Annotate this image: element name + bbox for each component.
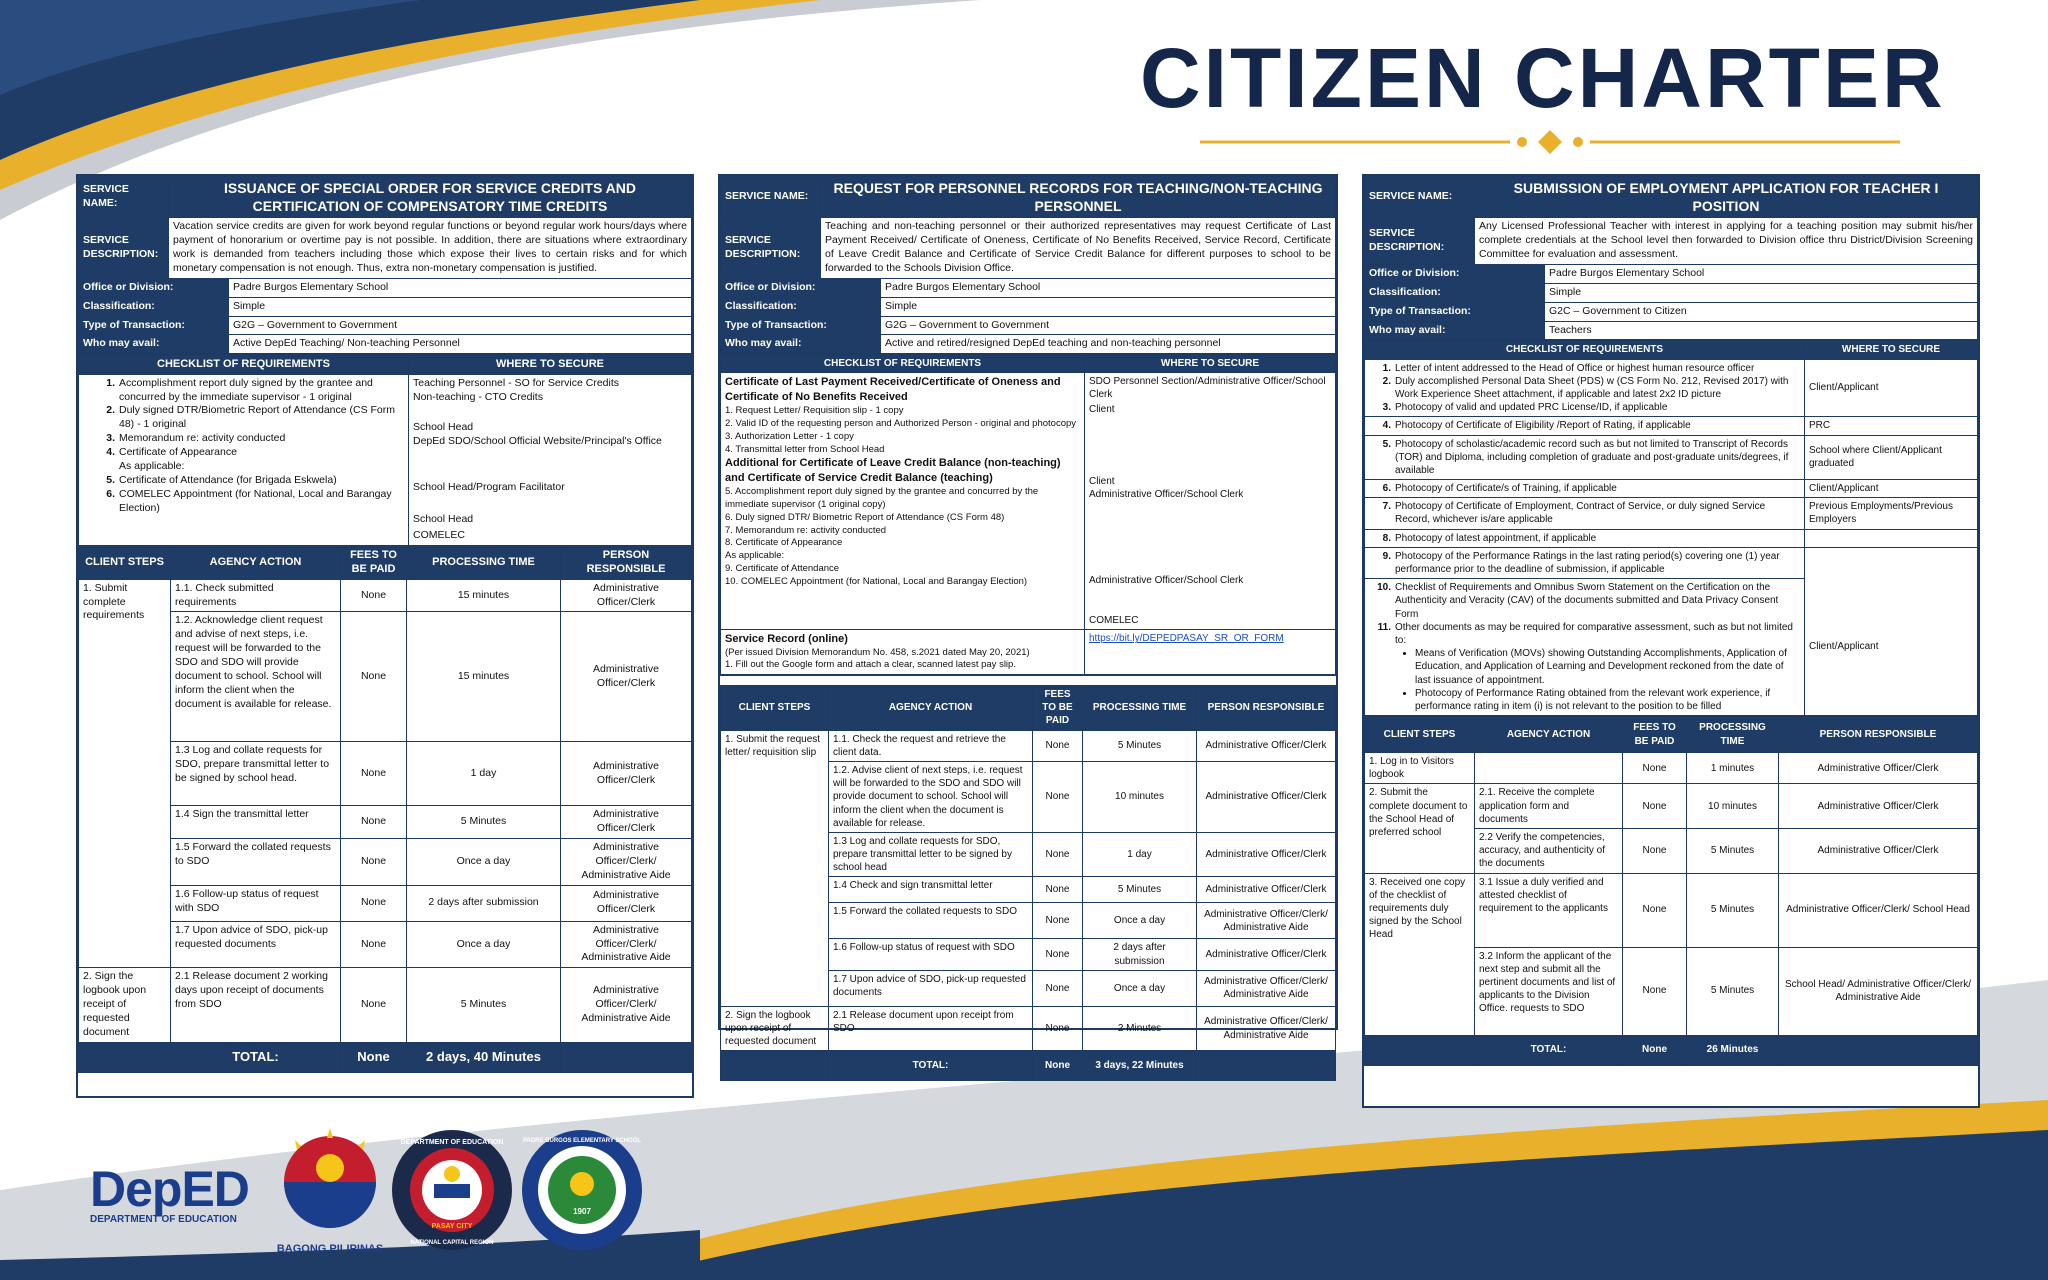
fees: None <box>1623 753 1687 784</box>
processing-time: Once a day <box>1083 970 1197 1006</box>
info-value: Padre Burgos Elementary School <box>881 278 1336 297</box>
requirement-item: 4. Transmittal letter from School Head <box>725 443 885 455</box>
svg-text:NATIONAL CAPITAL REGION: NATIONAL CAPITAL REGION <box>410 1240 494 1246</box>
info-value: Teachers <box>1545 321 1978 340</box>
service-name: SUBMISSION OF EMPLOYMENT APPLICATION FOR TEACHER I POSITION <box>1475 177 1978 218</box>
agency-action: 1.3 Log and collate requests for SDO, prepare transmittal letter to be signed by school head <box>829 832 1033 877</box>
agency-action: 1.6 Follow-up status of request with SDO <box>829 939 1033 970</box>
person-responsible: Administrative Officer/Clerk <box>1197 730 1336 761</box>
service-name: ISSUANCE OF SPECIAL ORDER FOR SERVICE CREDITS AND CERTIFICATION OF COMPENSATORY TIME CREDITS <box>169 177 692 218</box>
requirement-item: 2. Duly accomplished Personal Data Sheet (PDS) w (CS Form No. 212, Revised 2017) with Work Experience Sheet attachment, if applicable and latest 2x2 ID picture <box>1382 375 1789 400</box>
col-fees: FEES TO BE PAID <box>341 545 407 579</box>
agency-action: 1.6 Follow-up status of request with SDO <box>171 885 341 921</box>
fees: None <box>1623 947 1687 1035</box>
requirement-item: 1. Letter of intent addressed to the Head of Office or highest human resource officer <box>1382 362 1755 374</box>
where-item: PRC <box>1805 417 1978 435</box>
fees: None <box>1033 730 1083 761</box>
person-responsible: Administrative Officer/Clerk <box>1197 832 1336 877</box>
info-value: G2G – Government to Government <box>881 316 1336 335</box>
requirement-item: 8. Photocopy of latest appointment, if applicable <box>1382 532 1597 544</box>
table-row <box>79 885 692 921</box>
total-label: TOTAL: <box>1475 1035 1623 1065</box>
person-responsible: Administrative Officer/Clerk <box>1197 761 1336 832</box>
info-label: Who may avail: <box>1365 321 1545 340</box>
where-item: COMELEC <box>413 528 465 541</box>
where-item: School Head <box>413 512 474 525</box>
where-item: SDO Personnel Section/Administrative Officer/School Clerk <box>1089 376 1326 401</box>
where-header: WHERE TO SECURE <box>1805 341 1978 359</box>
info-label: Type of Transaction: <box>79 316 229 335</box>
total-time: 2 days, 40 Minutes <box>407 1042 561 1072</box>
fees: None <box>1033 832 1083 877</box>
person-responsible: Administrative Officer/Clerk/ Administrative Aide <box>1197 903 1336 939</box>
charter-panel-special-order <box>76 174 694 1098</box>
col-processing-time: PROCESSING TIME <box>1687 717 1779 753</box>
person-responsible: Administrative Officer/Clerk <box>1779 784 1978 829</box>
col-person-responsible: PERSON RESPONSIBLE <box>1779 717 1978 753</box>
where-item: School Head DepEd SDO/School Official Website/Principal's Office <box>413 420 662 447</box>
requirement-item: 5. Accomplishment report duly signed by the grantee and concurred by the immediate supervisor (1 original copy) <box>725 486 1039 510</box>
processing-time: 5 Minutes <box>1687 947 1779 1035</box>
total-row <box>79 1042 692 1072</box>
service-record-title: Service Record (online) <box>725 633 848 646</box>
where-header: WHERE TO SECURE <box>409 355 692 375</box>
info-value: G2G – Government to Government <box>229 316 692 335</box>
requirement-item: 10. COMELEC Appointment (for National, Local and Barangay Election) <box>725 575 1028 587</box>
col-person-responsible: PERSON RESPONSIBLE <box>561 545 692 579</box>
person-responsible: School Head/ Administrative Officer/Clerk/ Administrative Aide <box>1779 947 1978 1035</box>
agency-action: 2.1 Release document upon receipt from SDO <box>829 1006 1033 1051</box>
processing-time: 2 days after submission <box>407 885 561 921</box>
requirement-subitem: • Means of Verification (MOVs) showing Outstanding Accomplishments, Application of Education, and Application of Learning and Development reckoned from the date of last issuance of appointment. <box>1415 647 1800 687</box>
fees: None <box>341 839 407 886</box>
where-header: WHERE TO SECURE <box>1085 355 1336 373</box>
service-name-label: SERVICE NAME: <box>79 177 169 218</box>
processing-time: 5 Minutes <box>407 806 561 839</box>
process-table <box>720 685 1336 1081</box>
client-step: 3. Received one copy of the checklist of requirements duly signed by the School Head <box>1365 873 1475 1035</box>
total-row <box>1365 1035 1978 1065</box>
where-item: Client <box>1089 404 1115 416</box>
client-step: 2. Sign the logbook upon receipt of requested document <box>79 968 171 1042</box>
info-value: Padre Burgos Elementary School <box>1545 264 1978 283</box>
requirement-item: 4. Certificate of Appearance As applicable: <box>106 446 237 472</box>
total-time: 26 Minutes <box>1687 1035 1779 1065</box>
col-fees: FEES TO BE PAID <box>1623 717 1687 753</box>
requirement-item: 9. Photocopy of the Performance Ratings in the last rating period(s) covering one (1) year performance prior to the deadline of submission, if applicable <box>1382 550 1780 576</box>
table-row <box>721 730 1336 761</box>
requirement-item: 3. Memorandum re: activity conducted <box>106 432 286 445</box>
agency-action: 1.4 Check and sign transmittal letter <box>829 877 1033 903</box>
person-responsible: Administrative Officer/Clerk <box>561 612 692 742</box>
service-description: Teaching and non-teaching personnel or their authorized representatives may request Certificate of Last Payment Received/ Certificate of Oneness, Certificate of No Benefits Received, Service Record, Certificate of Leave Credit Balance and Certificate of Service Credit Balance for different purposes to school to be forwarded to the Schools Division Office. <box>821 218 1336 278</box>
processing-time: Once a day <box>1083 903 1197 939</box>
person-responsible: Administrative Officer/Clerk <box>1197 939 1336 970</box>
requirement-item: 6. Photocopy of Certificate/s of Training, if applicable <box>1382 483 1617 495</box>
info-label: Office or Division: <box>1365 264 1545 283</box>
requirement-item: As applicable: <box>725 550 785 562</box>
processing-time: 5 Minutes <box>1083 877 1197 903</box>
table-row <box>79 612 692 742</box>
agency-action: 1.1. Check the request and retrieve the client data. <box>829 730 1033 761</box>
service-description-label: SERVICE DESCRIPTION: <box>1365 218 1475 265</box>
person-responsible: Administrative Officer/Clerk <box>1779 753 1978 784</box>
service-record-note: (Per issued Division Memorandum No. 458, s.2021 dated May 20, 2021) <box>725 646 1030 658</box>
col-client-steps: CLIENT STEPS <box>721 686 829 731</box>
processing-time: 5 Minutes <box>407 968 561 1042</box>
total-label: TOTAL: <box>171 1042 341 1072</box>
checklist-table <box>78 354 692 544</box>
agency-action: 1.2. Acknowledge client request and advise of next steps, i.e. request will be forwarded to the SDO and SDO will provide document to school. School will inform the client when the document is available for release. <box>171 612 341 742</box>
person-responsible: Administrative Officer/Clerk/ School Head <box>1779 873 1978 947</box>
requirement-item: 2. Duly signed DTR/Biometric Report of Attendance (CS Form 48) - 1 original <box>106 404 396 431</box>
service-name-label: SERVICE NAME: <box>1365 177 1475 218</box>
where-item: Administrative Officer/School Clerk <box>1089 575 1244 587</box>
total-row <box>721 1051 1336 1081</box>
person-responsible: Administrative Officer/Clerk/ Administrative Aide <box>561 968 692 1042</box>
requirement-item: 3. Photocopy of valid and updated PRC License/ID, if applicable <box>1382 402 1668 414</box>
info-value: Padre Burgos Elementary School <box>229 278 692 297</box>
agency-action: 3.1 Issue a duly verified and attested checklist of requirement to the applicants <box>1475 873 1623 947</box>
checklist-header: CHECKLIST OF REQUIREMENTS <box>1365 341 1805 359</box>
processing-time: 15 minutes <box>407 579 561 612</box>
processing-time: 10 minutes <box>1687 784 1779 829</box>
requirement-item: 7. Photocopy of Certificate of Employment, Contract of Service, or duly signed Service Record, whichever is/are applicable <box>1382 501 1766 526</box>
col-agency-action: AGENCY ACTION <box>171 545 341 579</box>
svg-text:PASAY CITY: PASAY CITY <box>431 1223 473 1230</box>
info-value: Simple <box>1545 283 1978 302</box>
service-record-link[interactable]: https://bit.ly/DEPEDPASAY_SR_OR_FORM <box>1089 633 1284 645</box>
person-responsible: Administrative Officer/Clerk <box>561 742 692 806</box>
table-row <box>1365 873 1978 947</box>
service-description: Any Licensed Professional Teacher with interest in applying for a teaching position may submit his/her complete credentials at the School level then forwarded to Division office thru District/Division Screening Committee for evaluation and assessment. <box>1475 218 1978 265</box>
fees: None <box>341 742 407 806</box>
processing-time: Once a day <box>407 839 561 886</box>
processing-time: 1 minutes <box>1687 753 1779 784</box>
info-label: Classification: <box>721 297 881 316</box>
info-value: G2C – Government to Citizen <box>1545 302 1978 321</box>
info-label: Classification: <box>1365 283 1545 302</box>
info-value: Simple <box>881 297 1336 316</box>
info-label: Classification: <box>79 297 229 316</box>
requirement-item: 1. Request Letter/ Requisition slip - 1 copy <box>725 405 904 417</box>
requirement-item: 1. Accomplishment report duly signed by the grantee and concurred by the immediate supervisor - 1 original <box>106 376 373 403</box>
table-row <box>79 806 692 839</box>
processing-time: 1 day <box>407 742 561 806</box>
requirement-item: 8. Certificate of Appearance <box>725 537 843 549</box>
processing-time: 5 Minutes <box>1687 829 1779 874</box>
svg-text:1907: 1907 <box>573 1207 591 1216</box>
processing-time: Once a day <box>407 921 561 968</box>
fees: None <box>1033 1006 1083 1051</box>
title-ornament <box>1200 130 1900 154</box>
person-responsible: Administrative Officer/Clerk/ Administrative Aide <box>1197 1006 1336 1051</box>
requirement-item: 5. Photocopy of scholastic/academic record such as but not limited to Transcript of Records (TOR) and Diploma, including completion of graduate and post-graduate units/degrees, if available <box>1382 438 1789 476</box>
client-step: 1. Submit the request letter/ requisition slip <box>721 730 829 1006</box>
client-step: 1. Submit complete requirements <box>79 579 171 968</box>
page-title: CITIZEN CHARTER <box>1140 31 1946 125</box>
service-name: REQUEST FOR PERSONNEL RECORDS FOR TEACHING/NON-TEACHING PERSONNEL <box>821 177 1336 218</box>
charter-panel-employment-application <box>1362 174 1980 1108</box>
col-person-responsible: PERSON RESPONSIBLE <box>1197 686 1336 731</box>
total-time: 3 days, 22 Minutes <box>1083 1051 1197 1081</box>
charter-panel-personnel-records <box>718 174 1338 1072</box>
client-step: 2. Submit the complete document to the School Head of preferred school <box>1365 784 1475 873</box>
process-table <box>1364 716 1978 1066</box>
col-client-steps: CLIENT STEPS <box>79 545 171 579</box>
service-info-table <box>1364 176 1978 340</box>
table-row <box>721 1006 1336 1051</box>
col-agency-action: AGENCY ACTION <box>829 686 1033 731</box>
requirement-subitem: • Photocopy of Performance Rating obtained from the relevant work experience, if performance rating in item (i) is not relevant to the position to be filled <box>1415 687 1800 713</box>
bagong-pilipinas-logo <box>265 1120 395 1260</box>
requirement-item: 4. Photocopy of Certificate of Eligibility /Report of Rating, if applicable <box>1382 420 1691 432</box>
requirement-item: 6. COMELEC Appointment (for National, Local and Barangay Election) <box>106 487 392 514</box>
agency-action: 1.5 Forward the collated requests to SDO <box>171 839 341 886</box>
person-responsible: Administrative Officer/Clerk/ Administrative Aide <box>1197 970 1336 1006</box>
processing-time: 1 day <box>1083 832 1197 877</box>
col-fees: FEES TO BE PAID <box>1033 686 1083 731</box>
info-value: Active DepEd Teaching/ Non-teaching Personnel <box>229 335 692 354</box>
where-item: School where Client/Applicant graduated <box>1805 435 1978 480</box>
fees: None <box>341 612 407 742</box>
deped-logo: DepED DEPARTMENT OF EDUCATION <box>90 1161 249 1225</box>
svg-text:PADRE BURGOS ELEMENTARY SCHOOL: PADRE BURGOS ELEMENTARY SCHOOL <box>522 1138 642 1144</box>
process-table <box>78 545 692 1073</box>
col-processing-time: PROCESSING TIME <box>1083 686 1197 731</box>
requirement-item: 11. Other documents as may be required for comparative assessment, such as but not limited to: <box>1377 621 1793 646</box>
requirement-group-title: Certificate of Last Payment Received/Certificate of Oneness and Certificate of No Benefits Received <box>725 376 1061 404</box>
requirement-item: 9. Certificate of Attendance <box>725 562 840 574</box>
fees: None <box>1033 761 1083 832</box>
person-responsible: Administrative Officer/Clerk <box>1197 877 1336 903</box>
fees: None <box>1033 939 1083 970</box>
processing-time: 10 minutes <box>1083 761 1197 832</box>
fees: None <box>341 921 407 968</box>
agency-action <box>1475 753 1623 784</box>
table-row <box>79 839 692 886</box>
service-info-table <box>720 176 1336 354</box>
client-step: 2. Sign the logbook upon receipt of requested document <box>721 1006 829 1051</box>
fees: None <box>1033 903 1083 939</box>
info-label: Type of Transaction: <box>721 316 881 335</box>
where-item: School Head/Program Facilitator <box>413 480 565 493</box>
fees: None <box>1623 829 1687 874</box>
footer-logos <box>90 1120 650 1260</box>
agency-action: 1.7 Upon advice of SDO, pick-up requested documents <box>829 970 1033 1006</box>
where-item: Client/Applicant <box>1805 359 1978 417</box>
agency-action: 1.3 Log and collate requests for SDO, prepare transmittal letter to be signed by school head. <box>171 742 341 806</box>
fees: None <box>1033 970 1083 1006</box>
info-value: Simple <box>229 297 692 316</box>
deped-ncr-seal <box>390 1128 514 1252</box>
col-processing-time: PROCESSING TIME <box>407 545 561 579</box>
requirement-item: 2. Valid ID of the requesting person and Authorized Person - original and photocopy <box>725 417 1077 429</box>
agency-action: 1.4 Sign the transmittal letter <box>171 806 341 839</box>
agency-action: 1.1. Check submitted requirements <box>171 579 341 612</box>
table-row <box>1365 784 1978 829</box>
requirement-item: 3. Authorization Letter - 1 copy <box>725 430 854 442</box>
person-responsible: Administrative Officer/Clerk/ Administrative Aide <box>561 921 692 968</box>
requirement-item: 5. Certificate of Attendance (for Brigada Eskwela) <box>106 473 337 486</box>
info-label: Office or Division: <box>721 278 881 297</box>
svg-text:DEPARTMENT OF EDUCATION: DEPARTMENT OF EDUCATION <box>400 1139 504 1146</box>
agency-action: 2.2 Verify the competencies, accuracy, and authenticity of the documents <box>1475 829 1623 874</box>
total-fees: None <box>1623 1035 1687 1065</box>
svg-text:BAGONG PILIPINAS: BAGONG PILIPINAS <box>276 1243 384 1255</box>
service-description-label: SERVICE DESCRIPTION: <box>79 218 169 278</box>
fees: None <box>1623 873 1687 947</box>
requirement-item: 6. Duly signed DTR/ Biometric Report of Attendance (CS Form 48) <box>725 511 1005 523</box>
fees: None <box>341 968 407 1042</box>
col-agency-action: AGENCY ACTION <box>1475 717 1623 753</box>
person-responsible: Administrative Officer/Clerk <box>1779 829 1978 874</box>
client-step: 1. Log in to Visitors logbook <box>1365 753 1475 784</box>
agency-action: 1.2. Advise client of next steps, i.e. request will be forwarded to the SDO and SDO will provide document to school. School will inform the client when the document is available for release. <box>829 761 1033 832</box>
processing-time: 5 Minutes <box>1083 730 1197 761</box>
service-description: Vacation service credits are given for work beyond regular functions or beyond regular work hours/days where payment of honorarium or overtime pay is not possible. In addition, there are situations where extraordinary work is demanded from teachers including those which expose their lives to certain risks and for which monetary compensation is not enough. Thus, extra non-monetary compensation is justified. <box>169 218 692 278</box>
service-record-step: 1. Fill out the Google form and attach a clear, scanned latest pay slip. <box>725 659 1016 671</box>
where-item: COMELEC <box>1089 615 1139 627</box>
checklist-header: CHECKLIST OF REQUIREMENTS <box>721 355 1085 373</box>
where-item: Teaching Personnel - SO for Service Credits Non-teaching - CTO Credits <box>413 376 620 403</box>
where-item: Previous Employments/Previous Employers <box>1805 498 1978 529</box>
person-responsible: Administrative Officer/Clerk <box>561 806 692 839</box>
person-responsible: Administrative Officer/Clerk/ Administrative Aide <box>561 839 692 886</box>
total-label: TOTAL: <box>829 1051 1033 1081</box>
where-item: Administrative Officer/School Clerk <box>1089 489 1244 501</box>
total-fees: None <box>341 1042 407 1072</box>
service-name-label: SERVICE NAME: <box>721 177 821 218</box>
table-row <box>79 921 692 968</box>
table-row <box>79 742 692 806</box>
fees: None <box>341 579 407 612</box>
col-client-steps: CLIENT STEPS <box>1365 717 1475 753</box>
checklist-header: CHECKLIST OF REQUIREMENTS <box>79 355 409 375</box>
info-label: Who may avail: <box>79 335 229 354</box>
info-label: Type of Transaction: <box>1365 302 1545 321</box>
where-item: Client <box>1089 476 1115 488</box>
school-seal <box>520 1128 644 1252</box>
agency-action: 1.7 Upon advice of SDO, pick-up requested documents <box>171 921 341 968</box>
info-value: Active and retired/resigned DepEd teaching and non-teaching personnel <box>881 335 1336 354</box>
fees: None <box>1033 877 1083 903</box>
info-label: Office or Division: <box>79 278 229 297</box>
requirement-group-title: Additional for Certificate of Leave Credit Balance (non-teaching) and Certificate of Service Credit Balance (teaching) <box>725 457 1061 485</box>
processing-time: 5 Minutes <box>1687 873 1779 947</box>
table-row <box>79 968 692 1042</box>
processing-time: 2 Minutes <box>1083 1006 1197 1051</box>
total-fees: None <box>1033 1051 1083 1081</box>
fees: None <box>341 885 407 921</box>
where-item: Client/Applicant <box>1805 480 1978 498</box>
agency-action: 1.5 Forward the collated requests to SDO <box>829 903 1033 939</box>
requirement-item: 7. Memorandum re: activity conducted <box>725 524 887 536</box>
info-label: Who may avail: <box>721 335 881 354</box>
service-info-table <box>78 176 692 354</box>
person-responsible: Administrative Officer/Clerk <box>561 885 692 921</box>
fees: None <box>1623 784 1687 829</box>
table-row <box>79 579 692 612</box>
where-item <box>413 465 687 481</box>
person-responsible: Administrative Officer/Clerk <box>561 579 692 612</box>
table-row <box>1365 753 1978 784</box>
service-description-label: SERVICE DESCRIPTION: <box>721 218 821 278</box>
checklist-table <box>720 354 1336 675</box>
agency-action: 3.2 Inform the applicant of the next step and submit all the pertinent documents and list of applicants to the Division Office. requests to SDO <box>1475 947 1623 1035</box>
where-item: Client/Applicant <box>1805 579 1978 716</box>
agency-action: 2.1. Receive the complete application form and documents <box>1475 784 1623 829</box>
fees: None <box>341 806 407 839</box>
requirement-item: 10. Checklist of Requirements and Omnibus Sworn Statement on the Certification on the Authenticity and Veracity (CAV) of the documents submitted and Data Privacy Consent Form <box>1377 582 1779 620</box>
processing-time: 2 days after submission <box>1083 939 1197 970</box>
agency-action: 2.1 Release document 2 working days upon receipt of documents from SDO <box>171 968 341 1042</box>
processing-time: 15 minutes <box>407 612 561 742</box>
checklist-table <box>1364 340 1978 716</box>
